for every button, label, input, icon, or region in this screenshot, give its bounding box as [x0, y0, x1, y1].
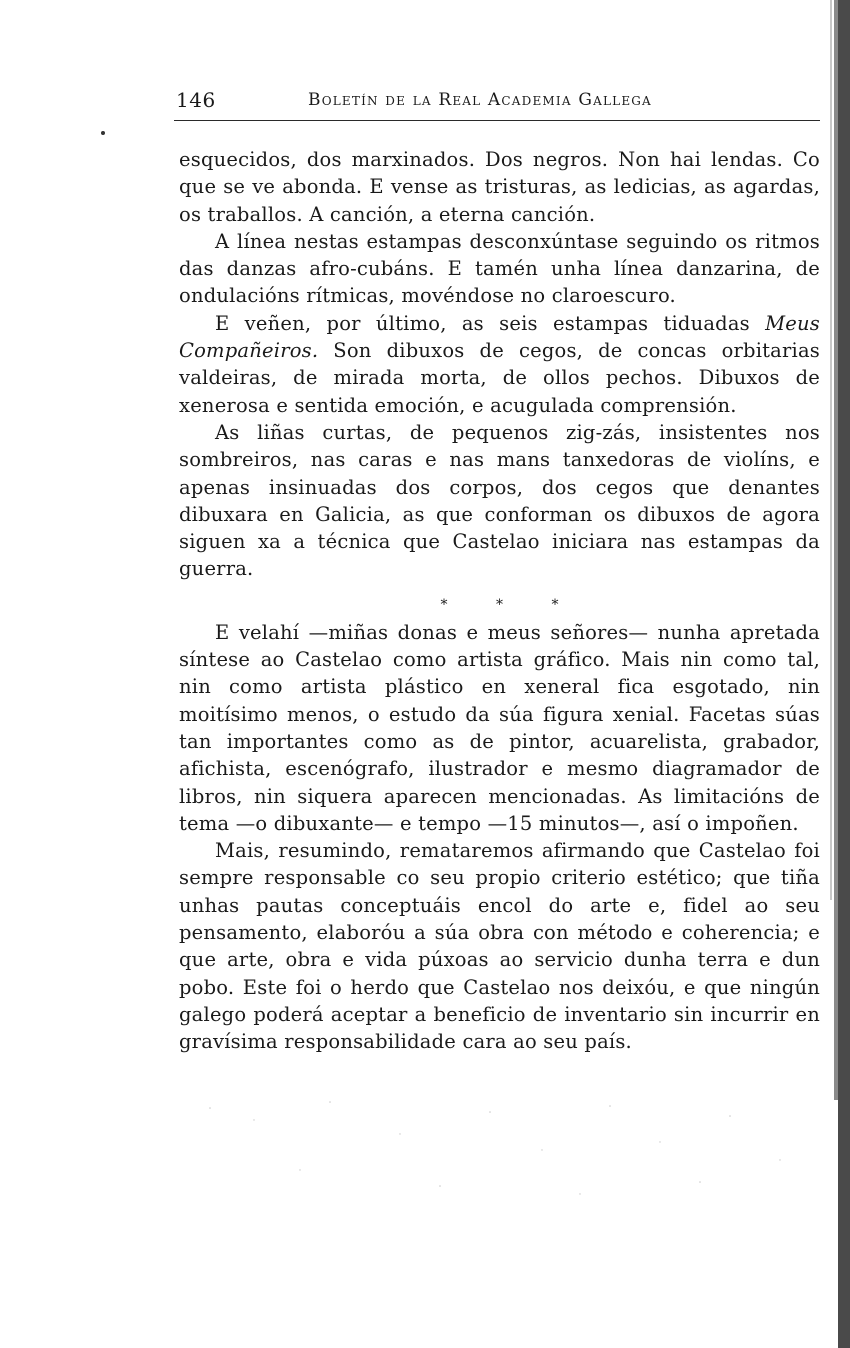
paragraph-1: esquecidos, dos marxinados. Dos negros. Non hai lendas. Co que se ve abonda. E vense as tristuras, as ledicias, as agardas, os traballos. A canción, a eterna canción. [179, 148, 820, 226]
page-edge-shadow [820, 0, 850, 1348]
scan-noise [190, 1090, 810, 1210]
running-title: Boletín de la Real Academia Gallega [308, 90, 652, 110]
margin-speck [101, 131, 105, 135]
running-header [176, 88, 818, 114]
paragraph-4: As liñas curtas, de pequenos zig-zás, insistentes nos sombreiros, nas caras e nas mans tanxedoras de violíns, e apenas insinuadas dos corpos, dos cegos que denantes dibuxara en Galicia, as que conforman os dibuxos de agora siguen xa a técnica que Castelao iniciara nas estampas da guerra. [179, 420, 820, 581]
section-separator: * * * [440, 596, 581, 613]
paragraph-3-start: E veñen, por último, as seis estampas tiduadas [215, 311, 766, 335]
paragraph-6: Mais, resumindo, remataremos afirmando que Castelao foi sempre responsable co seu propio criterio estético; que tiña unhas pautas conceptuáis encol do arte e, fidel ao seu pensamento, elaboróu a súa obra con método e coherencia; e que arte, obra e vida púxoas ao servicio dunha terra e dun pobo. Este foi o herdo que Castelao nos deixóu, e que ningún galego poderá aceptar a beneficio de inventario sin incurrir en gravísima responsabilidade cara ao seu país. [179, 839, 820, 1054]
paragraph-2: A línea nestas estampas desconxúntase seguindo os ritmos das danzas afro-cubáns. E tamén unha línea danzarina, de ondulacións rítmicas, movéndose no claroescuro. [179, 229, 820, 308]
page-number: 146 [176, 88, 216, 112]
paragraph-3 [179, 310, 820, 419]
header-rule [174, 120, 820, 121]
series-title: Meus Compañeiros. [179, 311, 820, 363]
body-text [179, 146, 820, 1056]
paragraph-3-end: Son dibuxos de cegos, de concas orbitarias valdeiras, de mirada morta, de ollos pechos. Dibuxos de xenerosa e sentida emoción, e acugulada comprensión. [179, 339, 820, 417]
paragraph-5: E velahí —miñas donas e meus señores— nunha apretada síntese ao Castelao como artista gráfico. Mais nin como tal, nin como artista plástico en xeneral fica esgotado, nin moitísimo menos, o estudo da súa figura xenial. Facetas súas tan importantes como as de pintor, acuarelista, grabador, afichista, escenógrafo, ilustrador e mesmo diagramador de libros, nin siquera aparecen mencionadas. As limitacións de tema —o dibuxante— e tempo —15 minutos—, así o impoñen. [179, 620, 820, 835]
